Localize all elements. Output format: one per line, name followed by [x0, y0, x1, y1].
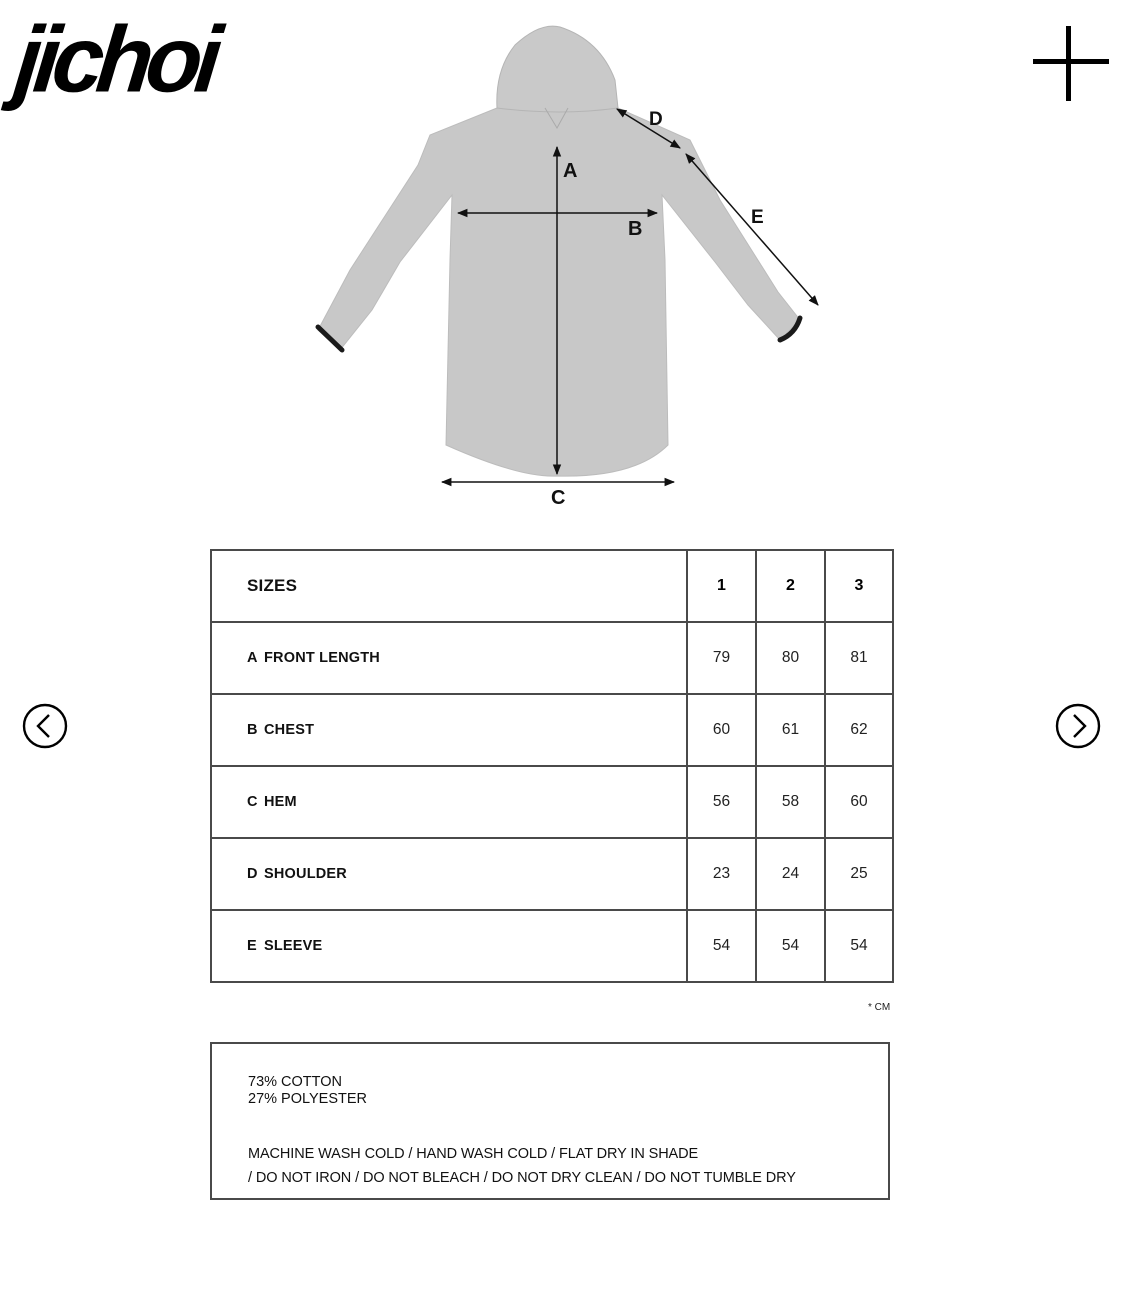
measurement-letter: E — [247, 938, 257, 954]
value-size-3: 81 — [825, 622, 893, 694]
value-size-3: 62 — [825, 694, 893, 766]
care-composition-box — [210, 1042, 890, 1200]
measurement-label — [211, 766, 687, 838]
table-header-row — [211, 550, 893, 622]
size-header-1: 1 — [687, 550, 756, 622]
next-image-button[interactable] — [1055, 703, 1101, 749]
composition-line: 73% COTTON — [248, 1074, 343, 1090]
chevron-left-circle-icon — [22, 703, 68, 749]
measurement-label — [211, 694, 687, 766]
label-e: E — [751, 207, 764, 228]
brand-logo[interactable]: jichoi — [10, 7, 220, 113]
measurement-name: CHEST — [264, 722, 315, 738]
label-a: A — [563, 160, 578, 182]
label-d: D — [649, 109, 663, 130]
value-size-1: 79 — [687, 622, 756, 694]
value-size-1: 56 — [687, 766, 756, 838]
value-size-2: 80 — [756, 622, 825, 694]
measurement-letter: A — [247, 650, 258, 666]
unit-note: * CM — [868, 1002, 891, 1013]
measurement-name: HEM — [264, 794, 297, 810]
measurement-name: SHOULDER — [264, 866, 347, 882]
value-size-2: 61 — [756, 694, 825, 766]
value-size-3: 25 — [825, 838, 893, 910]
size-header-3: 3 — [825, 550, 893, 622]
size-chart-table — [210, 549, 894, 983]
value-size-3: 60 — [825, 766, 893, 838]
size-header-2: 2 — [756, 550, 825, 622]
value-size-1: 60 — [687, 694, 756, 766]
measurement-letter: B — [247, 722, 258, 738]
measurement-letter: C — [247, 794, 258, 810]
plus-menu-button[interactable] — [1030, 24, 1110, 104]
value-size-2: 24 — [756, 838, 825, 910]
previous-image-button[interactable] — [22, 703, 68, 749]
plus-icon-vertical — [1066, 26, 1071, 101]
measurement-name: FRONT LENGTH — [264, 650, 380, 666]
label-b: B — [628, 218, 643, 240]
measurement-letter: D — [247, 866, 258, 882]
value-size-1: 54 — [687, 910, 756, 982]
measurement-label — [211, 910, 687, 982]
care-instructions — [248, 1142, 796, 1190]
measurement-name: SLEEVE — [264, 938, 323, 954]
table-row — [211, 694, 893, 766]
care-line: MACHINE WASH COLD / HAND WASH COLD / FLAT DRY IN SHADE — [248, 1146, 699, 1162]
plus-icon — [1033, 59, 1109, 64]
table-row — [211, 766, 893, 838]
value-size-2: 54 — [756, 910, 825, 982]
table-row — [211, 910, 893, 982]
fabric-composition — [248, 1074, 367, 1108]
chevron-right-circle-icon — [1055, 703, 1101, 749]
table-row — [211, 838, 893, 910]
value-size-2: 58 — [756, 766, 825, 838]
sizes-header: SIZES — [211, 550, 687, 622]
composition-line: 27% POLYESTER — [248, 1091, 368, 1107]
value-size-3: 54 — [825, 910, 893, 982]
garment-measurement-diagram — [300, 15, 830, 515]
hoodie-dress-illustration — [300, 15, 830, 515]
measurement-label — [211, 622, 687, 694]
measurement-label — [211, 838, 687, 910]
care-line: / DO NOT IRON / DO NOT BLEACH / DO NOT DRY CLEAN / DO NOT TUMBLE DRY — [248, 1170, 796, 1186]
value-size-1: 23 — [687, 838, 756, 910]
label-c: C — [551, 487, 566, 509]
table-row — [211, 622, 893, 694]
